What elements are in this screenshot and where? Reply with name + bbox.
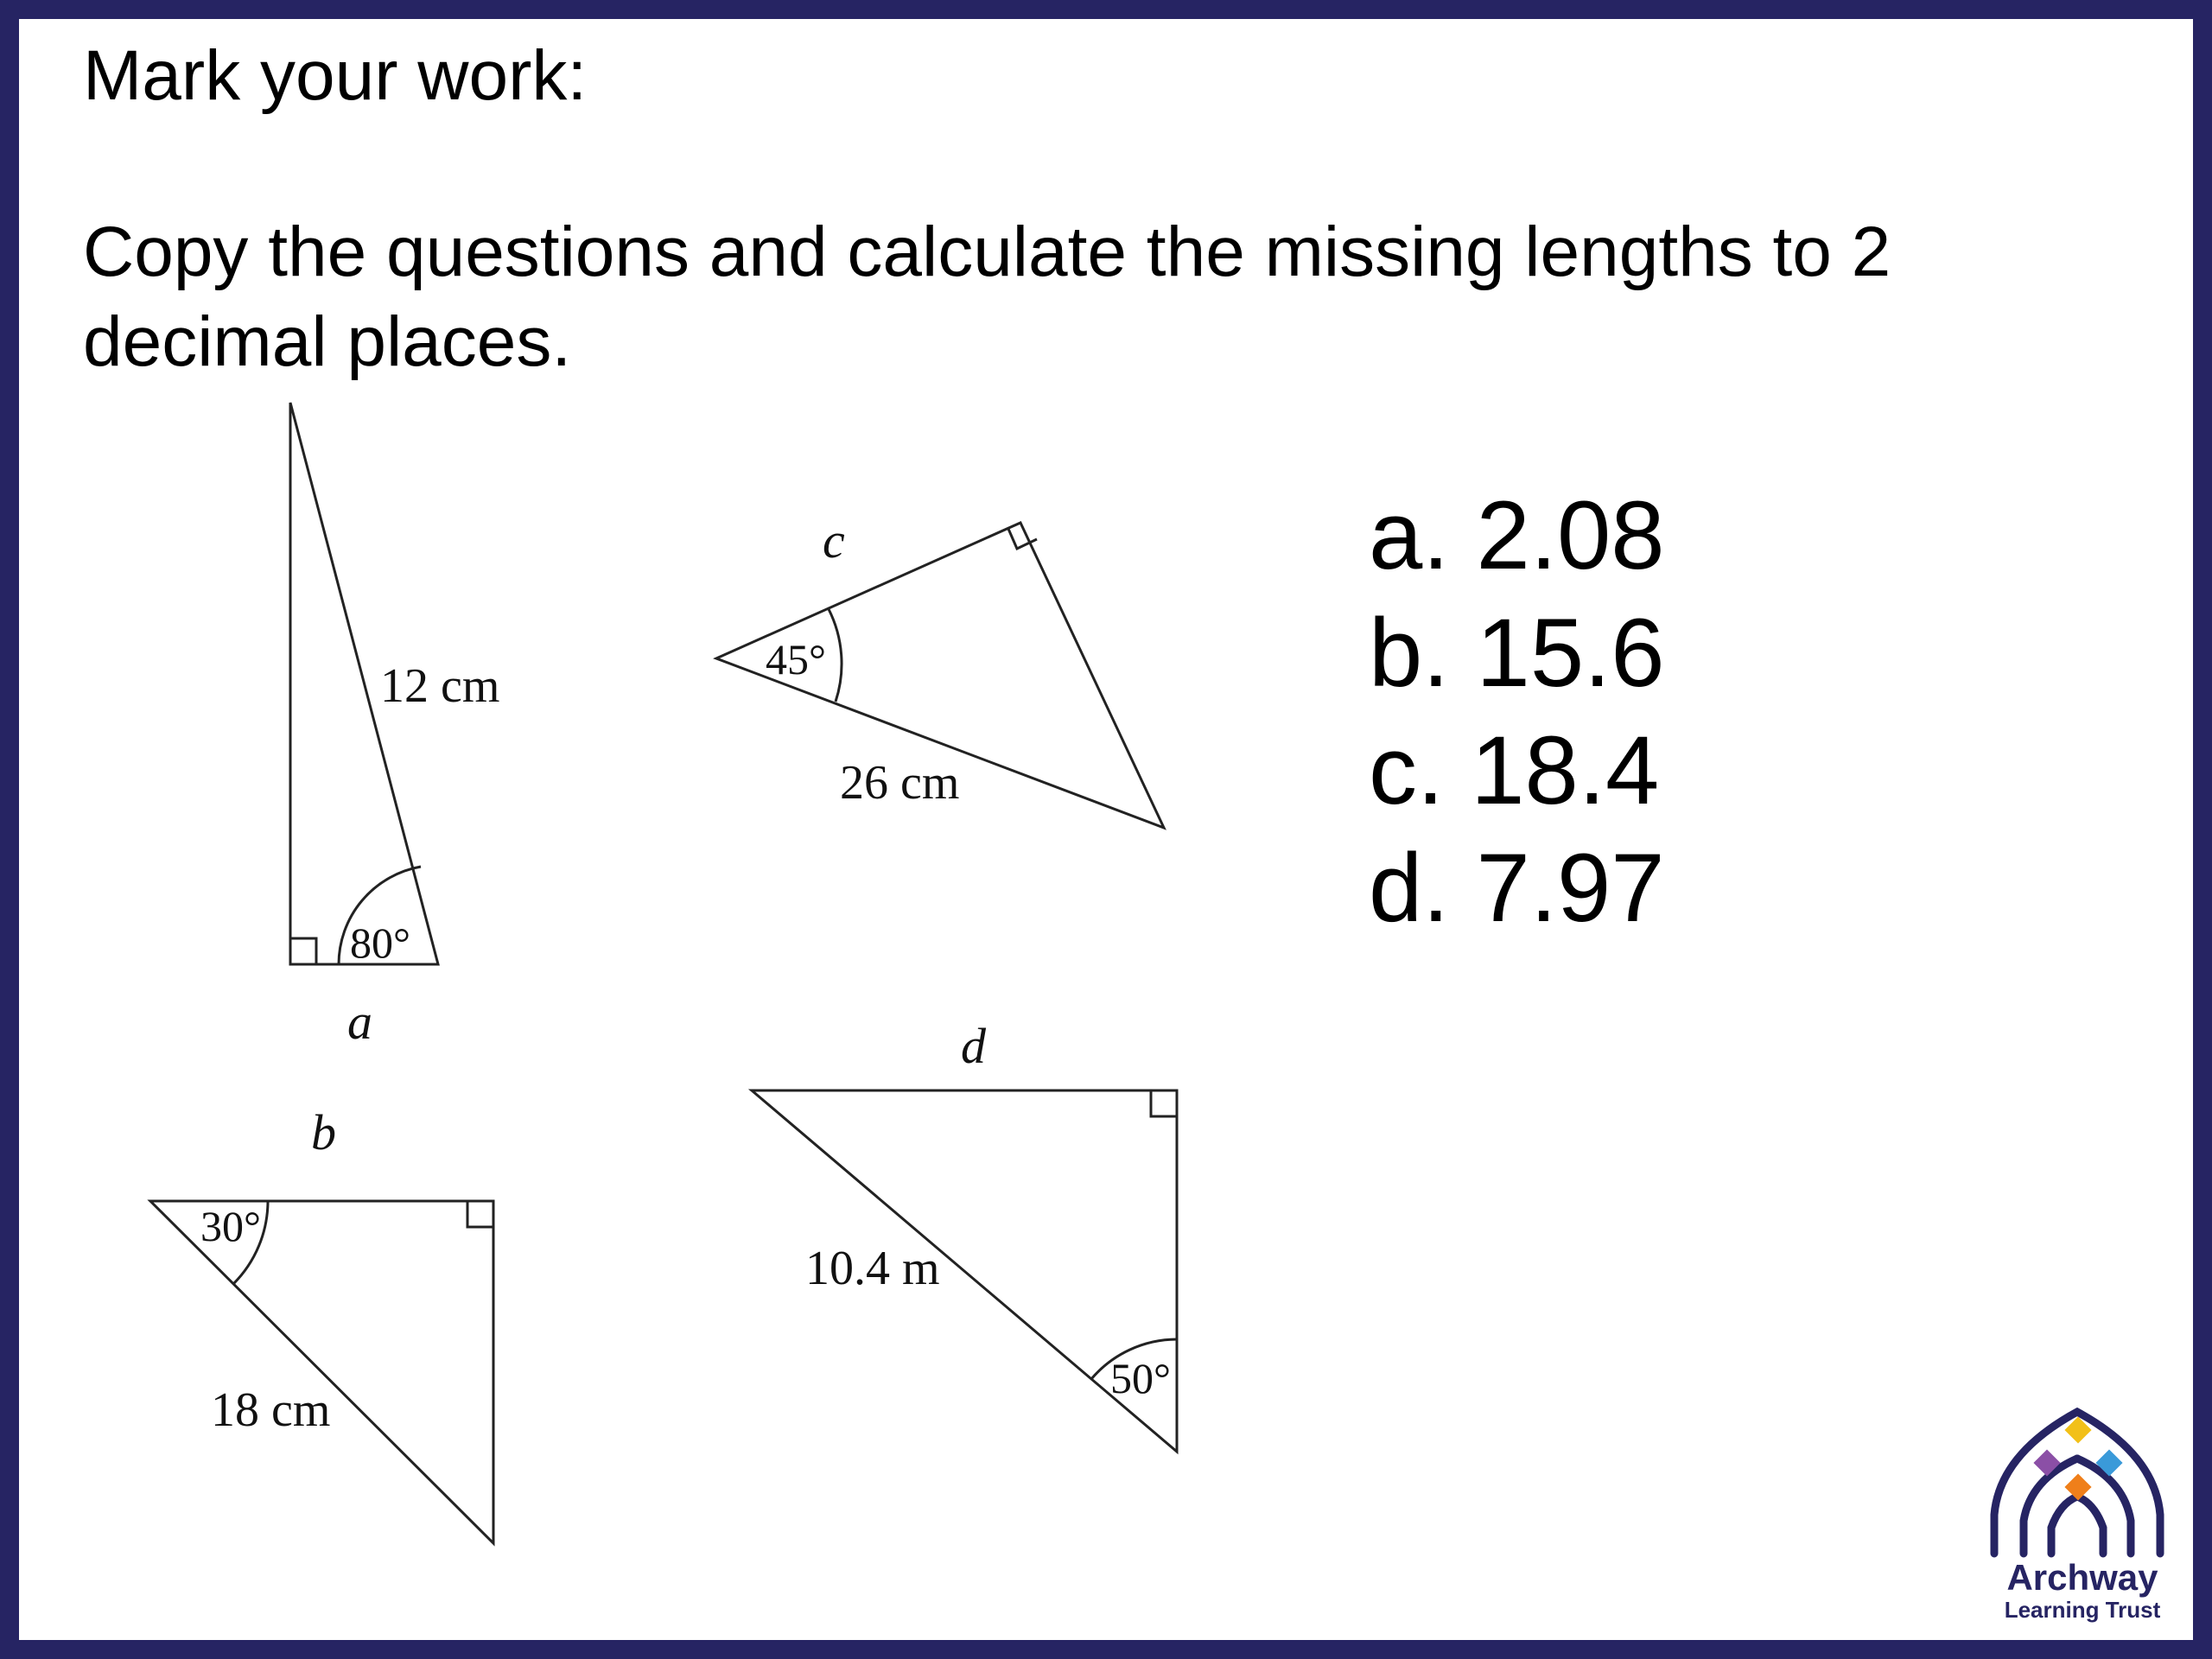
answer-value: 18.4 — [1471, 716, 1660, 824]
side-label-b: 18 cm — [211, 1383, 331, 1437]
angle-label-a: 80° — [350, 918, 410, 967]
angle-label-c: 45° — [766, 635, 826, 683]
slide-instruction: Copy the questions and calculate the missing lengths to 2 decimal places. — [83, 213, 1891, 381]
answer-value: 2.08 — [1476, 481, 1665, 589]
triangle-b — [150, 1201, 493, 1543]
answer-letter: d. — [1369, 834, 1450, 942]
variable-label-c: c — [823, 512, 845, 569]
slide-heading: Mark your work: — [83, 36, 588, 115]
answer-value: 7.97 — [1476, 834, 1665, 942]
side-label-d: 10.4 m — [805, 1242, 940, 1295]
angle-label-d: 50° — [1110, 1354, 1171, 1402]
variable-label-a: a — [347, 994, 372, 1050]
angle-arc-c — [829, 609, 842, 702]
answer-letter: b. — [1369, 599, 1450, 707]
variable-label-d: d — [961, 1018, 986, 1074]
side-label-c: 26 cm — [840, 756, 960, 810]
answer-letter: c. — [1369, 716, 1445, 824]
variable-label-b: b — [311, 1104, 336, 1160]
archway-logo — [1979, 1407, 2186, 1623]
logo-line-2: Learning Trust — [2004, 1597, 2161, 1623]
right-angle-marker-d — [1151, 1090, 1177, 1116]
right-angle-marker-a — [290, 938, 316, 964]
answer-value: 15.6 — [1476, 599, 1665, 707]
logo-line-1: Archway — [2006, 1557, 2158, 1598]
answer-letter: a. — [1369, 481, 1450, 589]
side-label-a: 12 cm — [380, 659, 500, 713]
angle-label-b: 30° — [200, 1202, 261, 1250]
right-angle-marker-b — [467, 1201, 493, 1227]
